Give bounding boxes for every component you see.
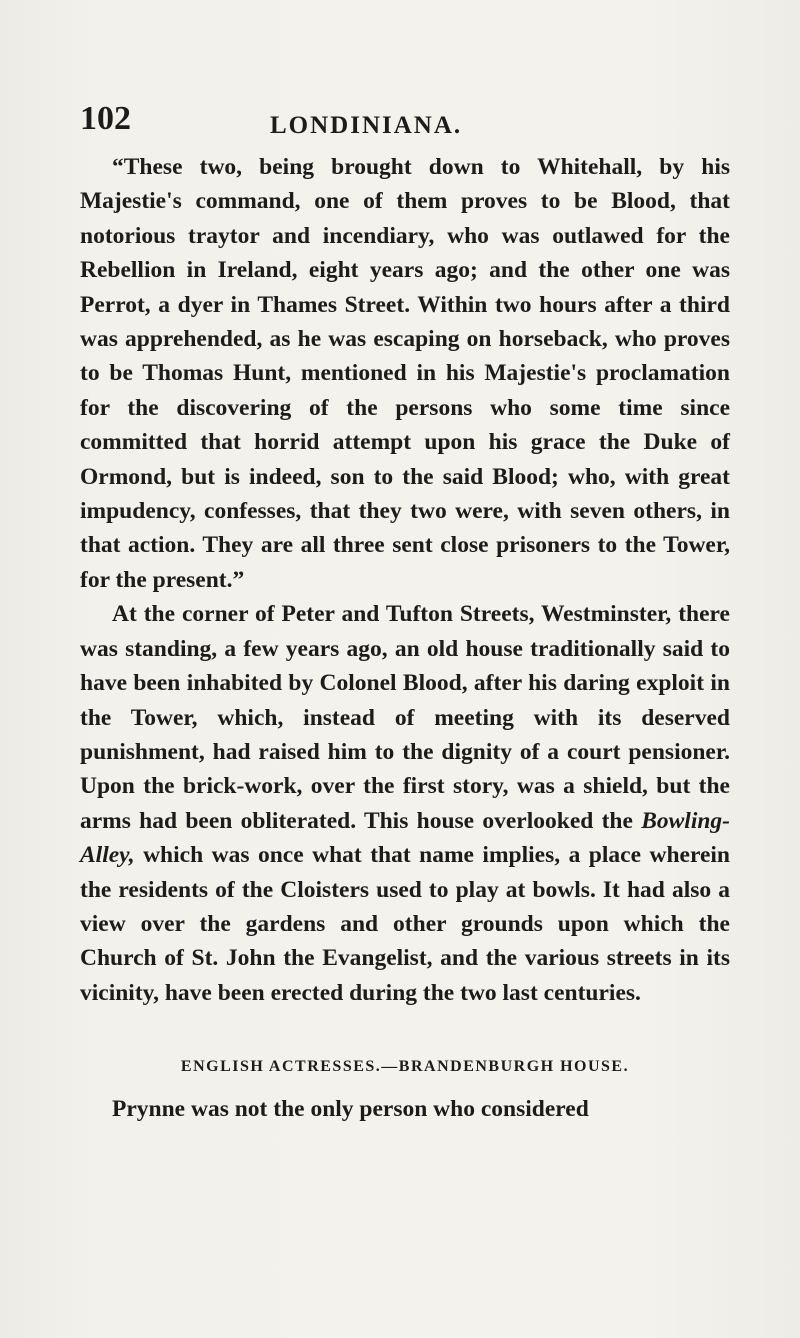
body-text	[80, 150, 730, 1127]
paragraph-quotation: “These two, being brought down to Whitehall, by his Majestie's command, one of them proves to be Blood, that notorious traytor and incendiary, who was outlawed for the Rebellion in Ireland, eight years ago; and the other one was Perrot, a dyer in Thames Street. Within two hours after a third was apprehended, as he was escaping on horseback, who proves to be Thomas Hunt, mentioned in his Majestie's proclamation for the discovering of the persons who some time since committed that horrid attempt upon his grace the Duke of Ormond, but is indeed, son to the said Blood; who, with great impudency, confesses, that they two were, with seven others, in that action. They are all three sent close prisoners to the Tower, for the present.”	[80, 154, 730, 593]
paragraph-text-1: At the corner of Peter and Tufton Streets, Westminster, there was standing, a few years ago, an old house traditionally said to have been inhabited by Colonel Blood, after his daring exploit in the Tower, which, instead of meeting with its deserved punishment, had raised him to the dignity of a court pensioner. Upon the brick-work, over the first story, was a shield, but the arms had been obliterated. This house overlooked the	[80, 601, 730, 834]
page-header	[80, 100, 730, 140]
running-head: LONDINIANA.	[270, 112, 463, 139]
paragraph-text-2: which was once what that name implies, a place wherein the residents of the Cloisters used to play at bowls. It had also a view over the gardens and other grounds upon which the Church of St. John the Evangelist, and the various streets in its vicinity, have been erected during the two last centuries.	[80, 842, 730, 1006]
section-heading: ENGLISH ACTRESSES.—BRANDENBURGH HOUSE.	[180, 1058, 630, 1076]
page-number: 102	[80, 100, 131, 137]
paragraph-prynne: Prynne was not the only person who considered	[112, 1096, 589, 1123]
paragraph-blood-house	[80, 597, 730, 1010]
bowling-alley-italic: Bowling-Alley,	[80, 807, 730, 869]
